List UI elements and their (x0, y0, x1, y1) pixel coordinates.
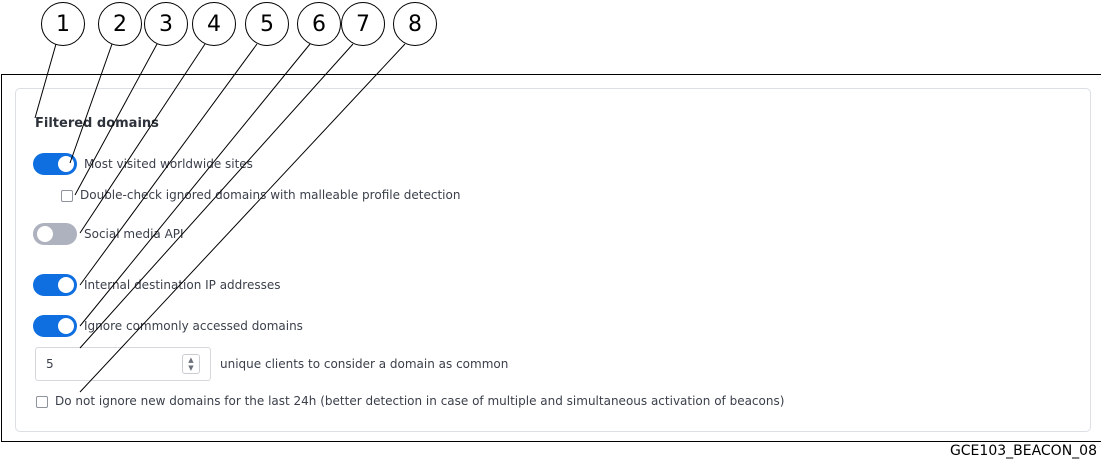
callout-5: 5 (245, 2, 289, 46)
social-media-label: Social media API (84, 227, 184, 241)
most-visited-label: Most visited worldwide sites (84, 157, 253, 171)
internal-ip-label: Internal destination IP addresses (84, 278, 281, 292)
double-check-label: Double-check ignored domains with malleable profile detection (80, 188, 461, 202)
leader-line-7 (80, 44, 353, 348)
new-domains-label: Do not ignore new domains for the last 24h (better detection in case of multiple and simultaneous activation of beacons) (55, 394, 785, 408)
callout-7: 7 (341, 2, 385, 46)
figure-id: GCE103_BEACON_08 (949, 443, 1097, 459)
unique-clients-label: unique clients to consider a domain as common (220, 357, 509, 371)
section-title: Filtered domains (35, 116, 159, 131)
leader-line-2 (70, 44, 112, 163)
chevron-down-icon[interactable]: ▼ (188, 364, 194, 372)
leader-line-1 (35, 44, 56, 118)
leader-line-3 (75, 44, 157, 195)
chevron-up-icon[interactable]: ▲ (188, 356, 194, 364)
unique-clients-value: 5 (46, 357, 54, 371)
leader-line-6 (80, 44, 310, 326)
leader-line-4 (80, 44, 205, 233)
callout-8: 8 (393, 2, 437, 46)
callout-4: 4 (192, 2, 236, 46)
common-domains-label: Ignore commonly accessed domains (84, 319, 303, 333)
callout-1: 1 (41, 2, 85, 46)
callout-2: 2 (98, 2, 142, 46)
callout-6: 6 (297, 2, 341, 46)
callout-3: 3 (144, 2, 188, 46)
